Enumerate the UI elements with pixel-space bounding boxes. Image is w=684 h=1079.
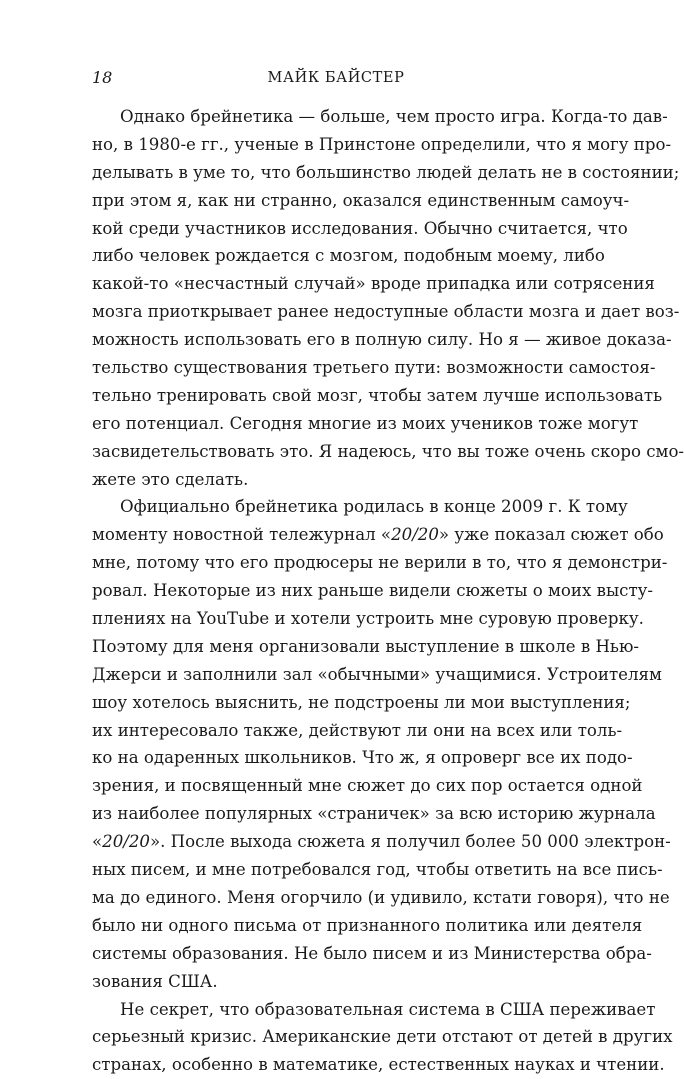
body-text [92, 103, 580, 1079]
text-line: ма до единого. Меня огорчило (и удивило, кстати говоря), что не [92, 884, 580, 912]
text-line: его потенциал. Сегодня многие из моих учеников тоже могут [92, 410, 580, 438]
magazine-title: 20/20 [391, 525, 439, 544]
text-line: системы образования. Не было писем и из Министерства обра- [92, 940, 580, 968]
paragraph [92, 103, 580, 493]
text-line: из наиболее популярных «страничек» за всю историю журнала [92, 800, 580, 828]
text-line: моменту новостной тележурнал «20/20» уже показал сюжет обо [92, 521, 580, 549]
text-line: кой среди участников исследования. Обычно считается, что [92, 215, 580, 243]
text-line: серьезный кризис. Американские дети отстают от детей в других [92, 1023, 580, 1051]
text-line: мне, потому что его продюсеры не верили в то, что я демонстри- [92, 549, 580, 577]
text-line: Однако брейнетика — больше, чем просто игра. Когда-то дав- [92, 103, 580, 131]
text-line: Джерси и заполнили зал «обычными» учащимися. Устроителям [92, 661, 580, 689]
text-line: но, в 1980-е гг., ученые в Принстоне определили, что я могу про- [92, 131, 580, 159]
text-line: делывать в уме то, что большинство людей делать не в состоянии; [92, 159, 580, 187]
text-line: «20/20». После выхода сюжета я получил более 50 000 электрон- [92, 828, 580, 856]
text-line: зования США. [92, 968, 580, 996]
text-line: их интересовало также, действуют ли они на всех или толь- [92, 717, 580, 745]
paragraph [92, 493, 580, 995]
text-line: при этом я, как ни странно, оказался единственным самоуч- [92, 187, 580, 215]
text-line: тельно тренировать свой мозг, чтобы затем лучше использовать [92, 382, 580, 410]
text-line: либо человек рождается с мозгом, подобным моему, либо [92, 242, 580, 270]
text-line: можность использовать его в полную силу. Но я — живое доказа- [92, 326, 580, 354]
text-line: засвидетельствовать это. Я надеюсь, что вы тоже очень скоро смо- [92, 438, 580, 466]
text-line: Официально брейнетика родилась в конце 2009 г. К тому [92, 493, 580, 521]
text-line: какой-то «несчастный случай» вроде припадка или сотрясения [92, 270, 580, 298]
text-line: шоу хотелось выяснить, не подстроены ли мои выступления; [92, 689, 580, 717]
paragraph [92, 996, 580, 1079]
text-line: тельство существования третьего пути: возможности самостоя- [92, 354, 580, 382]
text-line: жете это сделать. [92, 466, 580, 494]
text-line: мозга приоткрывает ранее недоступные области мозга и дает воз- [92, 298, 580, 326]
text-line: ко на одаренных школьников. Что ж, я опроверг все их подо- [92, 744, 580, 772]
text-line: плениях на YouTube и хотели устроить мне суровую проверку. [92, 605, 580, 633]
running-head-author: МАЙК БАЙСТЕР [92, 66, 580, 90]
running-head [92, 66, 580, 90]
magazine-title: 20/20 [102, 832, 150, 851]
text-line: Не секрет, что образовательная система в США переживает [92, 996, 580, 1024]
text-line: ровал. Некоторые из них раньше видели сюжеты о моих высту- [92, 577, 580, 605]
text-line: было ни одного письма от признанного политика или деятеля [92, 912, 580, 940]
text-line: странах, особенно в математике, естественных науках и чтении. [92, 1051, 580, 1079]
text-line: ных писем, и мне потребовался год, чтобы ответить на все пись- [92, 856, 580, 884]
text-line: Поэтому для меня организовали выступление в школе в Нью- [92, 633, 580, 661]
text-line: зрения, и посвященный мне сюжет до сих пор остается одной [92, 772, 580, 800]
page-number: 18 [92, 66, 112, 90]
